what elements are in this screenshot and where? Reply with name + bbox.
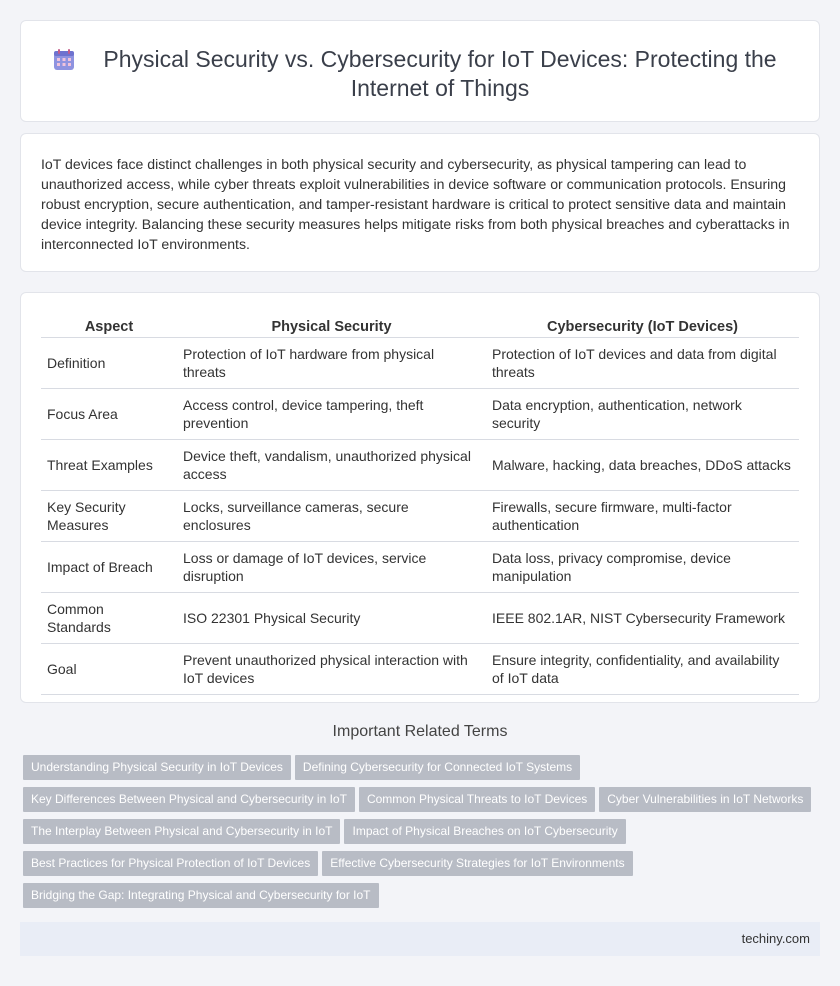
cell-aspect: Threat Examples xyxy=(41,440,177,491)
table-row xyxy=(41,593,799,644)
related-terms-heading: Important Related Terms xyxy=(332,723,508,740)
tag-row xyxy=(23,755,823,787)
tag-row xyxy=(23,883,823,915)
table-header-row xyxy=(41,315,799,338)
tag-row xyxy=(23,851,823,883)
table-row xyxy=(41,542,799,593)
cell-physical: Device theft, vandalism, unauthorized physical access xyxy=(177,440,486,491)
related-term-tag[interactable]: Bridging the Gap: Integrating Physical and Cybersecurity for IoT xyxy=(23,883,379,908)
footer-site-link[interactable]: techiny.com xyxy=(741,931,810,946)
cell-cyber: Ensure integrity, confidentiality, and availability of IoT data xyxy=(486,644,799,695)
header-aspect: Aspect xyxy=(41,315,177,338)
related-term-tag[interactable]: Common Physical Threats to IoT Devices xyxy=(359,787,595,812)
table-row xyxy=(41,644,799,695)
related-term-tag[interactable]: Best Practices for Physical Protection of IoT Devices xyxy=(23,851,318,876)
intro-card xyxy=(20,133,820,272)
tag-row xyxy=(23,819,823,851)
cell-cyber: Protection of IoT devices and data from digital threats xyxy=(486,338,799,389)
table-row xyxy=(41,440,799,491)
cell-aspect: Impact of Breach xyxy=(41,542,177,593)
cell-physical: Protection of IoT hardware from physical threats xyxy=(177,338,486,389)
cell-aspect: Key Security Measures xyxy=(41,491,177,542)
table-row xyxy=(41,389,799,440)
cell-aspect: Common Standards xyxy=(41,593,177,644)
related-term-tag[interactable]: Defining Cybersecurity for Connected IoT Systems xyxy=(295,755,580,780)
cell-cyber: IEEE 802.1AR, NIST Cybersecurity Framework xyxy=(486,593,799,644)
cell-physical: Locks, surveillance cameras, secure enclosures xyxy=(177,491,486,542)
intro-paragraph: IoT devices face distinct challenges in both physical security and cybersecurity, as physical tampering can lead to unauthorized access, while cyber threats exploit vulnerabilities in device software or communication protocols. Ensuring robust encryption, secure authentication, and tamper-resistant hardware is critical to protect sensitive data and maintain device integrity. Balancing these security measures helps mitigate risks from both physical breaches and cyberattacks in interconnected IoT environments. xyxy=(41,156,790,252)
cell-cyber: Data loss, privacy compromise, device manipulation xyxy=(486,542,799,593)
related-term-tag[interactable]: Impact of Physical Breaches on IoT Cybersecurity xyxy=(344,819,625,844)
related-term-tag[interactable]: The Interplay Between Physical and Cybersecurity in IoT xyxy=(23,819,340,844)
cell-aspect: Focus Area xyxy=(41,389,177,440)
footer xyxy=(20,922,820,956)
cell-physical: ISO 22301 Physical Security xyxy=(177,593,486,644)
cell-aspect: Definition xyxy=(41,338,177,389)
related-term-tag[interactable]: Understanding Physical Security in IoT Devices xyxy=(23,755,291,780)
related-term-tag[interactable]: Effective Cybersecurity Strategies for IoT Environments xyxy=(322,851,632,876)
cell-physical: Loss or damage of IoT devices, service disruption xyxy=(177,542,486,593)
related-term-tag[interactable]: Cyber Vulnerabilities in IoT Networks xyxy=(599,787,811,812)
header-physical-security: Physical Security xyxy=(177,315,486,338)
cell-physical: Prevent unauthorized physical interaction with IoT devices xyxy=(177,644,486,695)
header-cybersecurity: Cybersecurity (IoT Devices) xyxy=(486,315,799,338)
title-card xyxy=(20,20,820,122)
cell-cyber: Malware, hacking, data breaches, DDoS attacks xyxy=(486,440,799,491)
cell-cyber: Data encryption, authentication, network security xyxy=(486,389,799,440)
related-term-tag[interactable]: Key Differences Between Physical and Cybersecurity in IoT xyxy=(23,787,355,812)
cell-physical: Access control, device tampering, theft prevention xyxy=(177,389,486,440)
table-row xyxy=(41,491,799,542)
cell-cyber: Firewalls, secure firmware, multi-factor authentication xyxy=(486,491,799,542)
cell-aspect: Goal xyxy=(41,644,177,695)
tag-row xyxy=(23,787,823,819)
comparison-table xyxy=(41,315,799,695)
table-row xyxy=(41,338,799,389)
comparison-card xyxy=(20,292,820,703)
related-terms-list xyxy=(23,755,823,915)
page-title: Physical Security vs. Cybersecurity for IoT Devices: Protecting the Internet of Things xyxy=(103,46,777,101)
